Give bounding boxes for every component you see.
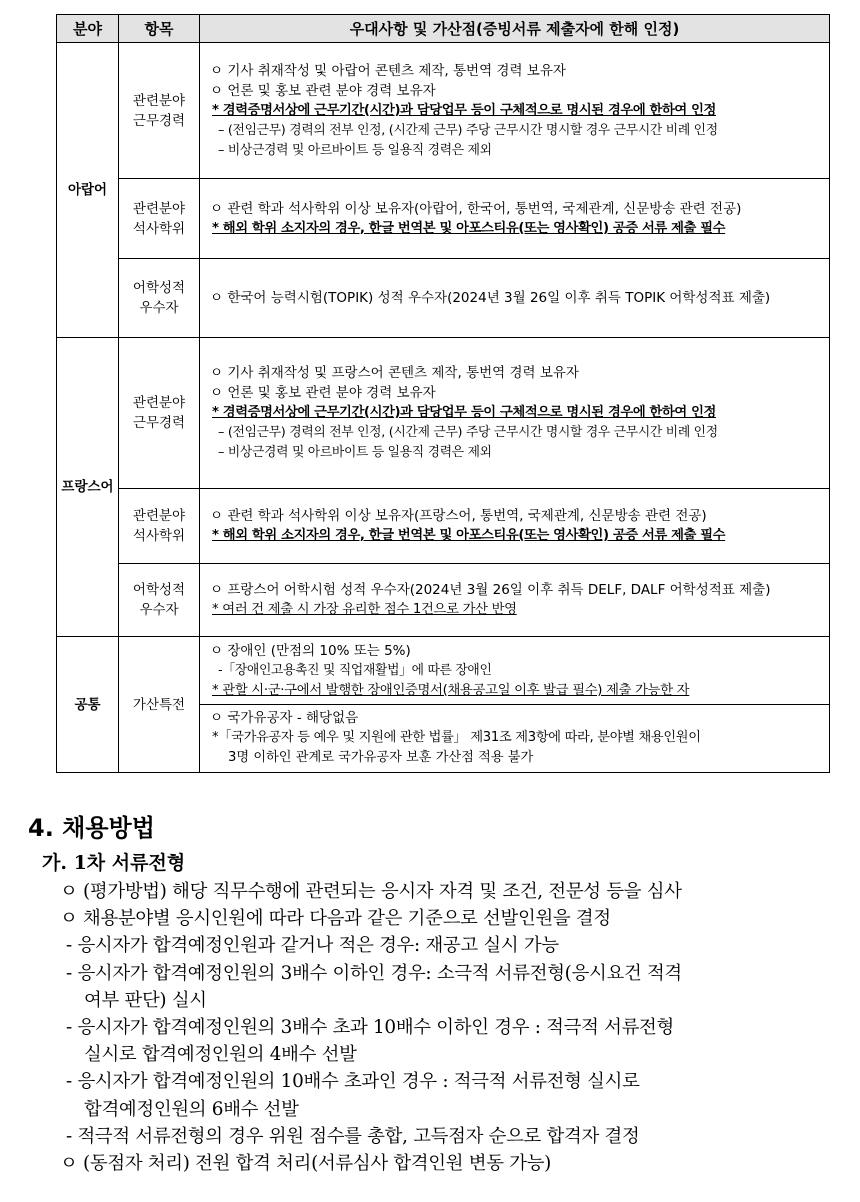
description-line: ㅇ 기사 취재작성 및 아랍어 콘텐츠 제작, 통번역 경력 보유자: [210, 62, 566, 79]
section-title: 4. 채용방법: [28, 814, 155, 842]
item-label-line: 우수자: [139, 300, 179, 316]
table-row: [57, 338, 830, 489]
description-cell: [200, 564, 830, 637]
item-cell: [119, 564, 200, 637]
dash-item: - 응시자가 합격예정인원의 3배수 초과 10배수 이하인 경우 : 적극적 서류전형: [66, 1017, 674, 1039]
item-cell: [119, 259, 200, 338]
item-label-line: 관련분야: [132, 508, 186, 524]
header-field: 분야: [57, 15, 119, 43]
dash-item: - 응시자가 합격예정인원과 같거나 적은 경우: 재공고 실시 가능: [66, 935, 559, 957]
item-label-line: 관련분야: [132, 200, 186, 217]
document-body: [60, 878, 840, 1177]
description-cell: [200, 259, 830, 338]
item-label-line: 우수자: [139, 602, 179, 618]
cell-divider: [200, 704, 829, 705]
continuation-line: 실시로 합격예정인원의 4배수 선발: [84, 1044, 357, 1066]
description-cell: [200, 489, 830, 564]
item-label-line: 관련분야: [132, 92, 186, 109]
bullet-item: ㅇ (동점자 처리) 전원 합격 처리(서류심사 합격인원 변동 가능): [60, 1153, 552, 1175]
item-cell: [119, 338, 200, 489]
description-cell: [200, 43, 830, 179]
description-line: ㅇ 언론 및 홍보 관련 분야 경력 보유자: [210, 82, 436, 99]
field-cell: 프랑스어: [57, 338, 119, 637]
table-row: [57, 637, 830, 773]
item-label-line: 어학성적: [132, 582, 186, 598]
continuation-line: 여부 판단) 실시: [84, 989, 207, 1011]
continuation-line: 합격예정인원의 6배수 선발: [84, 1098, 299, 1120]
table-row: [57, 489, 830, 564]
field-cell: 공통: [57, 637, 119, 773]
description-line: ㅇ 장애인 (만점의 10% 또는 5%): [210, 643, 411, 659]
item-label-line: 석사학위: [132, 528, 186, 544]
description-line: * 여러 건 제출 시 가장 유리한 점수 1건으로 가산 반영: [212, 602, 517, 617]
description-line: * 경력증명서상에 근무기간(시간)과 담당업무 등이 구체적으로 명시된 경우에 한하여 인정: [212, 405, 716, 420]
description-line: * 해외 학위 소지자의 경우, 한글 번역본 및 아포스티유(또는 영사확인) 공증 서류 제출 필수: [212, 220, 726, 236]
item-label-line: 관련분야: [132, 395, 186, 411]
table-row: [57, 259, 830, 338]
table-row: [57, 179, 830, 259]
dash-item: - 응시자가 합격예정인원의 10배수 초과인 경우 : 적극적 서류전형 실시로: [66, 1071, 640, 1093]
item-label-line: 가산특전: [132, 696, 186, 713]
item-label-line: 근무경력: [132, 415, 186, 431]
description-line: – (전임근무) 경력의 전부 인정, (시간제 근무) 주당 근무시간 명시할 경우 근무시간 비례 인정: [218, 425, 718, 440]
item-label-line: 석사학위: [132, 220, 186, 237]
description-line: – 비상근경력 및 아르바이트 등 일용직 경력은 제외: [218, 142, 492, 158]
description-line: ㅇ 한국어 능력시험(TOPIK) 성적 우수자(2024년 3월 26일 이후 취득 TOPIK 어학성적표 제출): [210, 290, 771, 306]
bullet-item: ㅇ (평가방법) 해당 직무수행에 관련되는 응시자 자격 및 조건, 전문성 등을 심사: [60, 881, 682, 902]
table-row: [57, 43, 830, 179]
item-cell: [119, 43, 200, 179]
item-label-line: 어학성적: [132, 280, 186, 296]
description-line: ㅇ 관련 학과 석사학위 이상 보유자(아랍어, 한국어, 통번역, 국제관계, 신문방송 관련 전공): [210, 200, 742, 217]
description-line: * 경력증명서상에 근무기간(시간)과 담당업무 등이 구체적으로 명시된 경우에 한하여 인정: [212, 102, 716, 118]
description-cell: [200, 338, 830, 489]
description-line: ㅇ 관련 학과 석사학위 이상 보유자(프랑스어, 통번역, 국제관계, 신문방송 관련 전공): [210, 508, 707, 524]
table-row: [57, 564, 830, 637]
description-line: -「장애인고용촉진 및 직업재활법」에 따른 장애인: [218, 663, 492, 678]
item-cell: [119, 489, 200, 564]
item-label-line: 근무경력: [132, 112, 186, 129]
description-line: ㅇ 언론 및 홍보 관련 분야 경력 보유자: [210, 385, 436, 401]
dash-item: - 적극적 서류전형의 경우 위원 점수를 총합, 고득점자 순으로 합격자 결정: [66, 1125, 640, 1147]
table-header-row: [57, 15, 830, 43]
item-cell: [119, 179, 200, 259]
item-cell: [119, 637, 200, 773]
description-line: – 비상근경력 및 아르바이트 등 일용직 경력은 제외: [218, 445, 492, 460]
description-line: – (전임근무) 경력의 전부 인정, (시간제 근무) 주당 근무시간 명시할 경우 근무시간 비례 인정: [218, 122, 718, 138]
preference-table: [56, 14, 830, 773]
subsection-title: 가. 1차 서류전형: [42, 852, 186, 874]
header-description: 우대사항 및 가산점(증빙서류 제출자에 한해 인정): [200, 15, 830, 43]
description-line: ㅇ 국가유공자 - 해당없음: [210, 710, 359, 726]
description-line: ㅇ 프랑스어 어학시험 성적 우수자(2024년 3월 26일 이후 취득 DELF, DALF 어학성적표 제출): [210, 582, 771, 598]
description-line: *「국가유공자 등 예우 및 지원에 관한 법률」 제31조 제3항에 따라, 분야별 채용인원이: [212, 730, 701, 745]
description-line: * 관할 시·군·구에서 발행한 장애인증명서(채용공고일 이후 발급 필수) 제출 가능한 자: [212, 683, 690, 698]
description-line: * 해외 학위 소지자의 경우, 한글 번역본 및 아포스티유(또는 영사확인) 공증 서류 제출 필수: [212, 528, 726, 543]
field-cell: 아랍어: [57, 43, 119, 338]
description-line: ㅇ 기사 취재작성 및 프랑스어 콘텐츠 제작, 통번역 경력 보유자: [210, 365, 579, 381]
dash-item: - 응시자가 합격예정인원의 3배수 이하인 경우: 소극적 서류전형(응시요건 적격: [66, 962, 682, 984]
header-item: 항목: [119, 15, 200, 43]
description-cell: [200, 179, 830, 259]
description-cell: [200, 637, 830, 773]
description-line: 3명 이하인 관계로 국가유공자 보훈 가산점 적용 불가: [228, 750, 534, 765]
bullet-item: ㅇ 채용분야별 응시인원에 따라 다음과 같은 기준으로 선발인원을 결정: [60, 908, 611, 930]
